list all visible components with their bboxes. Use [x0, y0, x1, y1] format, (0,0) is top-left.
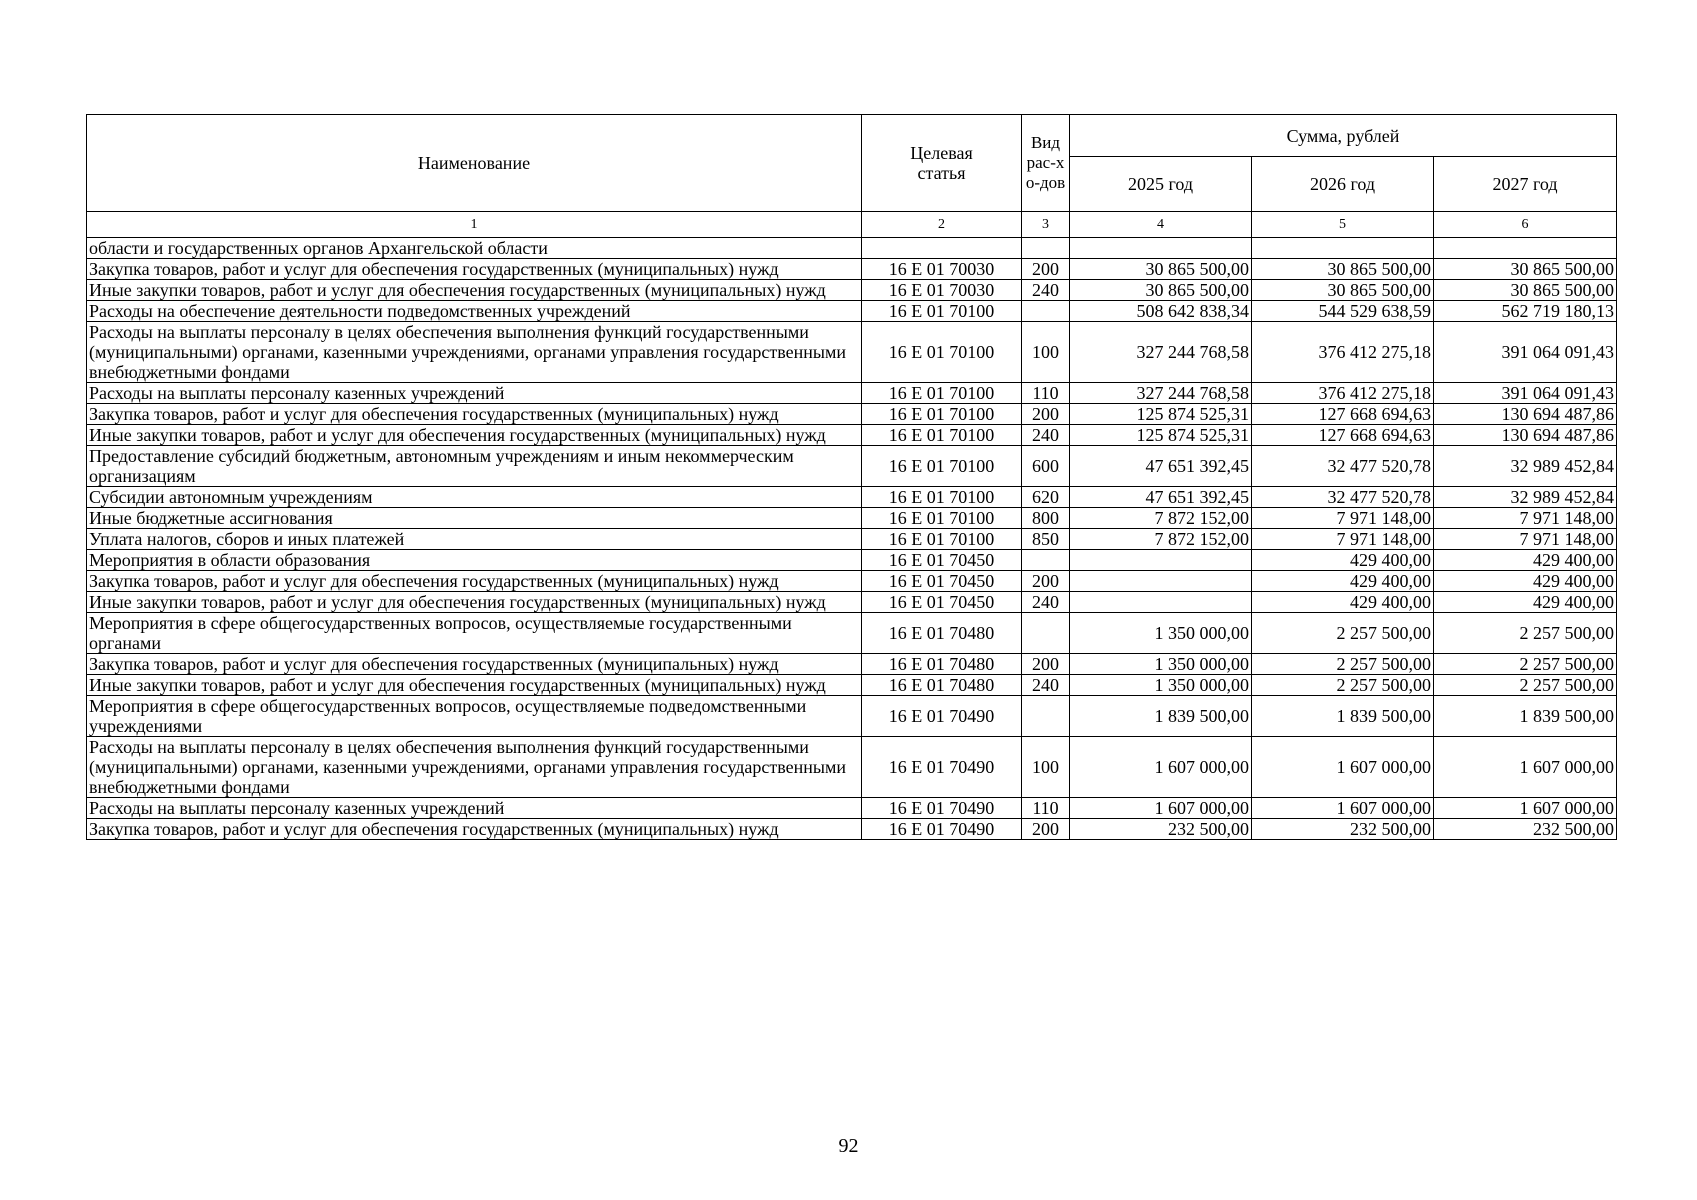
row-name: Уплата налогов, сборов и иных платежей [87, 529, 862, 550]
row-amount-2025: 30 865 500,00 [1070, 280, 1252, 301]
row-target-code: 16 Е 01 70490 [862, 737, 1022, 798]
row-expense-kind: 200 [1022, 819, 1070, 840]
row-amount-2027: 232 500,00 [1434, 819, 1617, 840]
row-name: Предоставление субсидий бюджетным, автономным учреждениям и иным некоммерческим организациям [87, 446, 862, 487]
row-amount-2026: 376 412 275,18 [1252, 383, 1434, 404]
row-name: Иные закупки товаров, работ и услуг для обеспечения государственных (муниципальных) нужд [87, 280, 862, 301]
row-amount-2027: 391 064 091,43 [1434, 383, 1617, 404]
header-name: Наименование [87, 115, 862, 212]
row-amount-2025: 1 607 000,00 [1070, 798, 1252, 819]
row-name: Закупка товаров, работ и услуг для обеспечения государственных (муниципальных) нужд [87, 404, 862, 425]
row-amount-2025: 1 350 000,00 [1070, 654, 1252, 675]
row-name: Мероприятия в сфере общегосударственных вопросов, осуществляемые государственными органами [87, 613, 862, 654]
row-amount-2026: 1 839 500,00 [1252, 696, 1434, 737]
column-number: 4 [1070, 212, 1252, 238]
row-amount-2025: 7 872 152,00 [1070, 508, 1252, 529]
row-amount-2026: 7 971 148,00 [1252, 529, 1434, 550]
column-number-row [87, 212, 1617, 238]
row-target-code: 16 Е 01 70100 [862, 301, 1022, 322]
row-expense-kind [1022, 550, 1070, 571]
row-amount-2025 [1070, 238, 1252, 259]
row-name: Расходы на обеспечение деятельности подведомственных учреждений [87, 301, 862, 322]
row-name: Субсидии автономным учреждениям [87, 487, 862, 508]
row-amount-2027 [1434, 238, 1617, 259]
row-amount-2027: 429 400,00 [1434, 571, 1617, 592]
table-row [87, 259, 1617, 280]
row-name: Мероприятия в области образования [87, 550, 862, 571]
row-amount-2026: 1 607 000,00 [1252, 798, 1434, 819]
row-target-code: 16 Е 01 70480 [862, 613, 1022, 654]
row-expense-kind: 600 [1022, 446, 1070, 487]
row-target-code: 16 Е 01 70450 [862, 571, 1022, 592]
row-target-code: 16 Е 01 70100 [862, 425, 1022, 446]
row-amount-2027: 130 694 487,86 [1434, 425, 1617, 446]
row-expense-kind: 200 [1022, 654, 1070, 675]
row-amount-2025: 30 865 500,00 [1070, 259, 1252, 280]
row-amount-2027: 7 971 148,00 [1434, 529, 1617, 550]
row-amount-2027: 391 064 091,43 [1434, 322, 1617, 383]
row-expense-kind: 800 [1022, 508, 1070, 529]
row-name: Закупка товаров, работ и услуг для обеспечения государственных (муниципальных) нужд [87, 819, 862, 840]
row-expense-kind: 850 [1022, 529, 1070, 550]
column-number: 5 [1252, 212, 1434, 238]
row-expense-kind [1022, 696, 1070, 737]
row-expense-kind: 110 [1022, 383, 1070, 404]
row-expense-kind [1022, 613, 1070, 654]
row-amount-2026: 429 400,00 [1252, 550, 1434, 571]
row-expense-kind: 240 [1022, 425, 1070, 446]
row-amount-2026: 429 400,00 [1252, 571, 1434, 592]
row-amount-2025: 327 244 768,58 [1070, 322, 1252, 383]
row-amount-2025: 125 874 525,31 [1070, 425, 1252, 446]
row-name: Расходы на выплаты персоналу в целях обеспечения выполнения функций государственными (муниципальными) органами, казенными учреждениями, органами управления государственными внебюджетными фондами [87, 737, 862, 798]
row-amount-2026: 376 412 275,18 [1252, 322, 1434, 383]
table-row [87, 301, 1617, 322]
row-target-code: 16 Е 01 70490 [862, 819, 1022, 840]
row-amount-2026: 127 668 694,63 [1252, 425, 1434, 446]
row-expense-kind: 100 [1022, 322, 1070, 383]
row-amount-2027: 1 607 000,00 [1434, 737, 1617, 798]
row-target-code: 16 Е 01 70100 [862, 404, 1022, 425]
row-name: Закупка товаров, работ и услуг для обеспечения государственных (муниципальных) нужд [87, 259, 862, 280]
row-name: Мероприятия в сфере общегосударственных вопросов, осуществляемые подведомственными учреждениями [87, 696, 862, 737]
row-amount-2027: 562 719 180,13 [1434, 301, 1617, 322]
table-row [87, 798, 1617, 819]
row-amount-2027: 2 257 500,00 [1434, 613, 1617, 654]
row-amount-2027: 429 400,00 [1434, 592, 1617, 613]
table-row [87, 654, 1617, 675]
table-body [87, 238, 1617, 840]
table-row [87, 383, 1617, 404]
row-expense-kind: 620 [1022, 487, 1070, 508]
row-amount-2025: 232 500,00 [1070, 819, 1252, 840]
row-name: Иные бюджетные ассигнования [87, 508, 862, 529]
row-target-code: 16 Е 01 70030 [862, 280, 1022, 301]
row-amount-2027: 30 865 500,00 [1434, 259, 1617, 280]
row-name: Расходы на выплаты персоналу казенных учреждений [87, 383, 862, 404]
row-amount-2027: 1 839 500,00 [1434, 696, 1617, 737]
table-row [87, 404, 1617, 425]
row-amount-2025: 7 872 152,00 [1070, 529, 1252, 550]
table-row [87, 737, 1617, 798]
row-amount-2025: 1 350 000,00 [1070, 613, 1252, 654]
column-number: 6 [1434, 212, 1617, 238]
row-amount-2025: 327 244 768,58 [1070, 383, 1252, 404]
row-expense-kind [1022, 301, 1070, 322]
row-target-code [862, 238, 1022, 259]
row-amount-2027: 2 257 500,00 [1434, 654, 1617, 675]
row-amount-2026: 30 865 500,00 [1252, 259, 1434, 280]
row-amount-2025: 1 350 000,00 [1070, 675, 1252, 696]
row-amount-2025 [1070, 592, 1252, 613]
row-target-code: 16 Е 01 70100 [862, 383, 1022, 404]
table-row [87, 425, 1617, 446]
row-amount-2026: 30 865 500,00 [1252, 280, 1434, 301]
row-target-code: 16 Е 01 70480 [862, 675, 1022, 696]
column-number: 3 [1022, 212, 1070, 238]
row-amount-2026: 1 607 000,00 [1252, 737, 1434, 798]
row-name: Расходы на выплаты персоналу в целях обеспечения выполнения функций государственными (муниципальными) органами, казенными учреждениями, органами управления государственными внебюджетными фондами [87, 322, 862, 383]
row-amount-2025: 125 874 525,31 [1070, 404, 1252, 425]
row-expense-kind: 110 [1022, 798, 1070, 819]
table-header [87, 115, 1617, 238]
row-amount-2027: 130 694 487,86 [1434, 404, 1617, 425]
page-number: 92 [838, 1135, 859, 1157]
header-year-2026: 2026 год [1252, 157, 1434, 212]
row-target-code: 16 Е 01 70100 [862, 529, 1022, 550]
row-amount-2026: 544 529 638,59 [1252, 301, 1434, 322]
row-amount-2027: 429 400,00 [1434, 550, 1617, 571]
row-amount-2025: 508 642 838,34 [1070, 301, 1252, 322]
header-year-2025: 2025 год [1070, 157, 1252, 212]
row-expense-kind: 200 [1022, 259, 1070, 280]
row-amount-2025: 1 607 000,00 [1070, 737, 1252, 798]
row-name: Иные закупки товаров, работ и услуг для обеспечения государственных (муниципальных) нужд [87, 675, 862, 696]
row-name: области и государственных органов Архангельской области [87, 238, 862, 259]
column-number: 2 [862, 212, 1022, 238]
row-amount-2026: 7 971 148,00 [1252, 508, 1434, 529]
row-target-code: 16 Е 01 70030 [862, 259, 1022, 280]
row-name: Иные закупки товаров, работ и услуг для обеспечения государственных (муниципальных) нужд [87, 592, 862, 613]
row-amount-2025: 47 651 392,45 [1070, 487, 1252, 508]
row-amount-2025: 47 651 392,45 [1070, 446, 1252, 487]
table-row [87, 592, 1617, 613]
row-target-code: 16 Е 01 70450 [862, 550, 1022, 571]
row-target-code: 16 Е 01 70490 [862, 798, 1022, 819]
header-target [862, 115, 1022, 212]
row-name: Закупка товаров, работ и услуг для обеспечения государственных (муниципальных) нужд [87, 654, 862, 675]
table-row [87, 446, 1617, 487]
row-amount-2027: 30 865 500,00 [1434, 280, 1617, 301]
row-expense-kind [1022, 238, 1070, 259]
header-year-2027: 2027 год [1434, 157, 1617, 212]
row-target-code: 16 Е 01 70450 [862, 592, 1022, 613]
row-amount-2027: 2 257 500,00 [1434, 675, 1617, 696]
row-expense-kind: 240 [1022, 675, 1070, 696]
row-expense-kind: 100 [1022, 737, 1070, 798]
row-target-code: 16 Е 01 70100 [862, 487, 1022, 508]
row-amount-2026: 2 257 500,00 [1252, 654, 1434, 675]
table-row [87, 819, 1617, 840]
row-target-code: 16 Е 01 70100 [862, 508, 1022, 529]
row-name: Закупка товаров, работ и услуг для обеспечения государственных (муниципальных) нужд [87, 571, 862, 592]
row-amount-2025 [1070, 571, 1252, 592]
table-row [87, 487, 1617, 508]
header-kind-label: Вид рас-хо-дов [1025, 133, 1066, 192]
row-amount-2026 [1252, 238, 1434, 259]
row-target-code: 16 Е 01 70100 [862, 322, 1022, 383]
row-expense-kind: 240 [1022, 280, 1070, 301]
row-amount-2027: 32 989 452,84 [1434, 446, 1617, 487]
table-row [87, 529, 1617, 550]
budget-table [86, 114, 1617, 840]
header-sum: Сумма, рублей [1070, 115, 1617, 157]
table-row [87, 322, 1617, 383]
row-amount-2026: 127 668 694,63 [1252, 404, 1434, 425]
row-name: Иные закупки товаров, работ и услуг для обеспечения государственных (муниципальных) нужд [87, 425, 862, 446]
row-amount-2026: 32 477 520,78 [1252, 487, 1434, 508]
row-amount-2027: 32 989 452,84 [1434, 487, 1617, 508]
column-number: 1 [87, 212, 862, 238]
row-expense-kind: 200 [1022, 571, 1070, 592]
row-amount-2026: 2 257 500,00 [1252, 675, 1434, 696]
row-amount-2025 [1070, 550, 1252, 571]
row-amount-2025: 1 839 500,00 [1070, 696, 1252, 737]
row-amount-2027: 7 971 148,00 [1434, 508, 1617, 529]
row-expense-kind: 240 [1022, 592, 1070, 613]
row-amount-2026: 32 477 520,78 [1252, 446, 1434, 487]
row-amount-2026: 232 500,00 [1252, 819, 1434, 840]
row-target-code: 16 Е 01 70480 [862, 654, 1022, 675]
row-amount-2026: 2 257 500,00 [1252, 613, 1434, 654]
table-row [87, 675, 1617, 696]
table-row [87, 696, 1617, 737]
table-row [87, 238, 1617, 259]
row-name: Расходы на выплаты персоналу казенных учреждений [87, 798, 862, 819]
header-target-label: Целевая статья [910, 143, 973, 183]
table-row [87, 613, 1617, 654]
row-target-code: 16 Е 01 70490 [862, 696, 1022, 737]
row-amount-2027: 1 607 000,00 [1434, 798, 1617, 819]
row-expense-kind: 200 [1022, 404, 1070, 425]
row-amount-2026: 429 400,00 [1252, 592, 1434, 613]
table-row [87, 571, 1617, 592]
row-target-code: 16 Е 01 70100 [862, 446, 1022, 487]
table-row [87, 508, 1617, 529]
header-kind [1022, 115, 1070, 212]
table-row [87, 280, 1617, 301]
table-row [87, 550, 1617, 571]
